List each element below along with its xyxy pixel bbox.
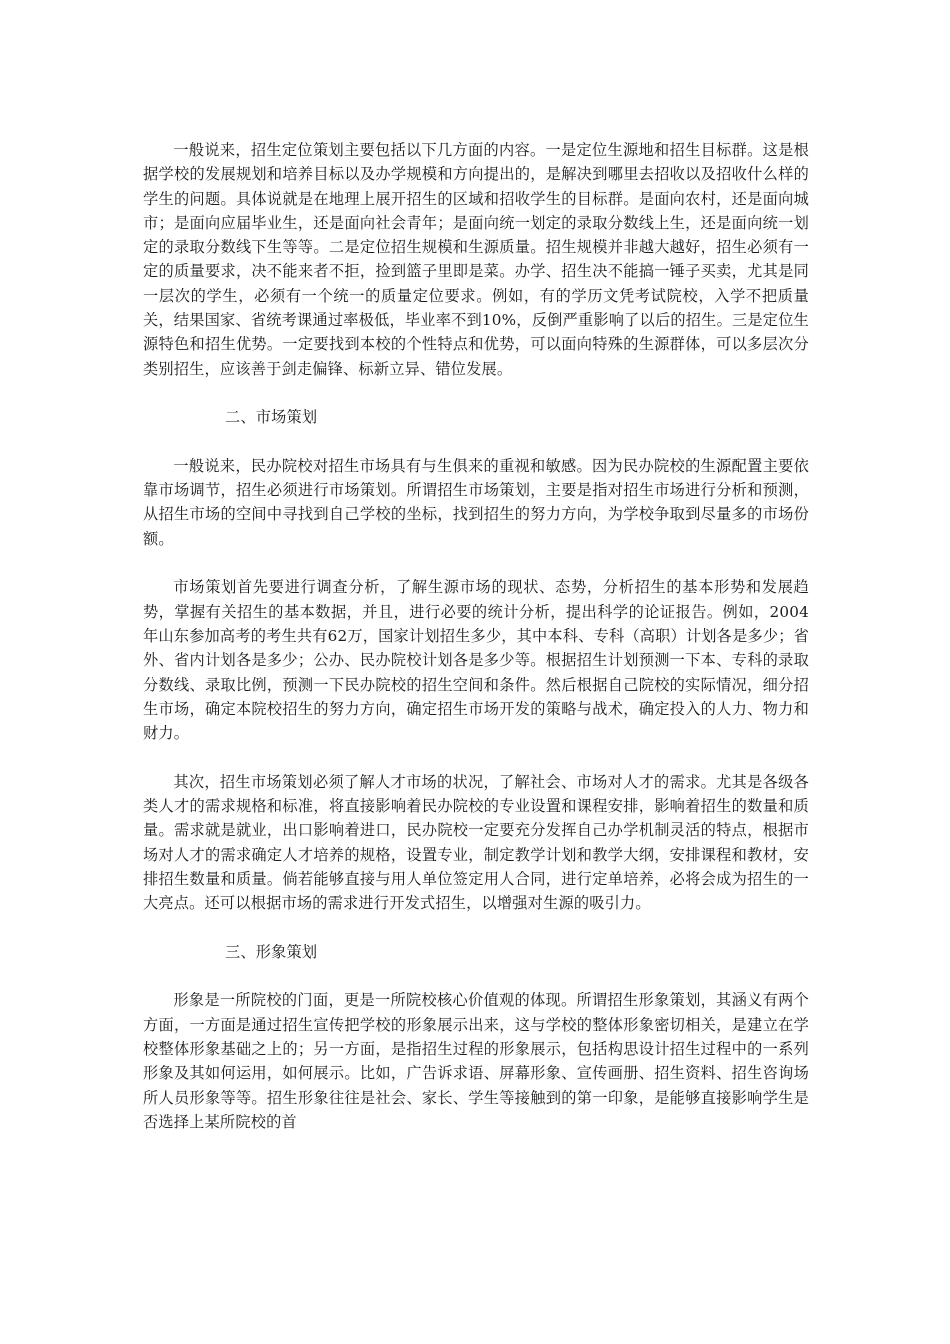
section-heading-market-planning: 二、市场策划 (225, 408, 318, 427)
section-heading-image-planning: 三、形象策划 (225, 942, 318, 961)
document-body (143, 138, 809, 1158)
paragraph-talent-market: 其次，招生市场策划必须了解人才市场的状况，了解社会、市场对人才的需求。尤其是各级各类人才的需求规格和标准，将直接影响着民办院校的专业设置和课程安排，影响着招生的数量和质量。需求就是就业，出口影响着进口，民办院校一定要充分发挥自己办学机制灵活的特点，根据市场对人才的需求确定人才培养的规格，设置专业，制定教学计划和教学大纲，安排课程和教材，安排招生数量和质量。倘若能够直接与用人单位签定用人合同，进行定单培养，必将会成为招生的一大亮点。还可以根据市场的需求进行开发式招生，以增强对生源的吸引力。 (143, 772, 809, 913)
paragraph-enrollment-positioning: 一般说来，招生定位策划主要包括以下几方面的内容。一是定位生源地和招生目标群。这是根据学校的发展规划和培养目标以及办学规模和方向提出的，是解决到哪里去招收以及招收什么样的学生的问题。具体说就是在地理上展开招生的区域和招收学生的目标群。是面向农村，还是面向城市；是面向应届毕业生，还是面向社会青年；是面向统一划定的录取分数线上生，还是面向统一划定的录取分数线下生等等。二是定位招生规模和生源质量。招生规模并非越大越好，招生必须有一定的质量要求，决不能来者不拒，捡到篮子里即是菜。办学、招生决不能搞一锤子买卖，尤其是同一层次的学生，必须有一个统一的质量定位要求。例如，有的学历文凭考试院校，入学不把质量关，结果国家、省统考课通过率极低，毕业率不到10%，反倒严重影响了以后的招生。三是定位生源特色和招生优势。一定要找到本校的个性特点和优势，可以面向特殊的生源群体，可以多层次分类别招生，应该善于剑走偏锋、标新立异、错位发展。 (143, 141, 809, 378)
paragraph-school-image: 形象是一所院校的门面，更是一所院校核心价值观的体现。所谓招生形象策划，其涵义有两个方面，一方面是通过招生宣传把学校的形象展示出来，这与学校的整体形象密切相关，是建立在学校整体形象基础之上的；另一方面，是指招生过程的形象展示，包括构思设计招生过程中的一系列形象及其如何运用，如何展示。比如，广告诉求语、屏幕形象、宣传画册、招生资料、招生咨询场所人员形象等等。招生形象往往是社会、家长、学生等接触到的第一印象，是能够直接影响学生是否选择上某所院校的首 (143, 991, 809, 1131)
paragraph-market-sensitivity: 一般说来，民办院校对招生市场具有与生俱来的重视和敏感。因为民办院校的生源配置主要依靠市场调节，招生必须进行市场策划。所谓招生市场策划，主要是指对招生市场进行分析和预测，从招生市场的空间中寻找到自己学校的坐标，找到招生的努力方向，为学校争取到尽量多的市场份额。 (143, 456, 809, 548)
paragraph-market-research: 市场策划首先要进行调查分析，了解生源市场的现状、态势，分析招生的基本形势和发展趋势，掌握有关招生的基本数据，并且，进行必要的统计分析，提出科学的论证报告。例如，2004年山东参加高考的考生共有62万，国家计划招生多少，其中本科、专科（高职）计划各是多少；省外、省内计划各是多少；公办、民办院校计划各是多少等。根据招生计划预测一下本、专科的录取分数线、录取比例，预测一下民办院校的招生空间和条件。然后根据自己院校的实际情况，细分招生市场，确定本院校招生的努力方向，确定招生市场开发的策略与战术，确定投入的人力、物力和财力。 (143, 578, 810, 743)
